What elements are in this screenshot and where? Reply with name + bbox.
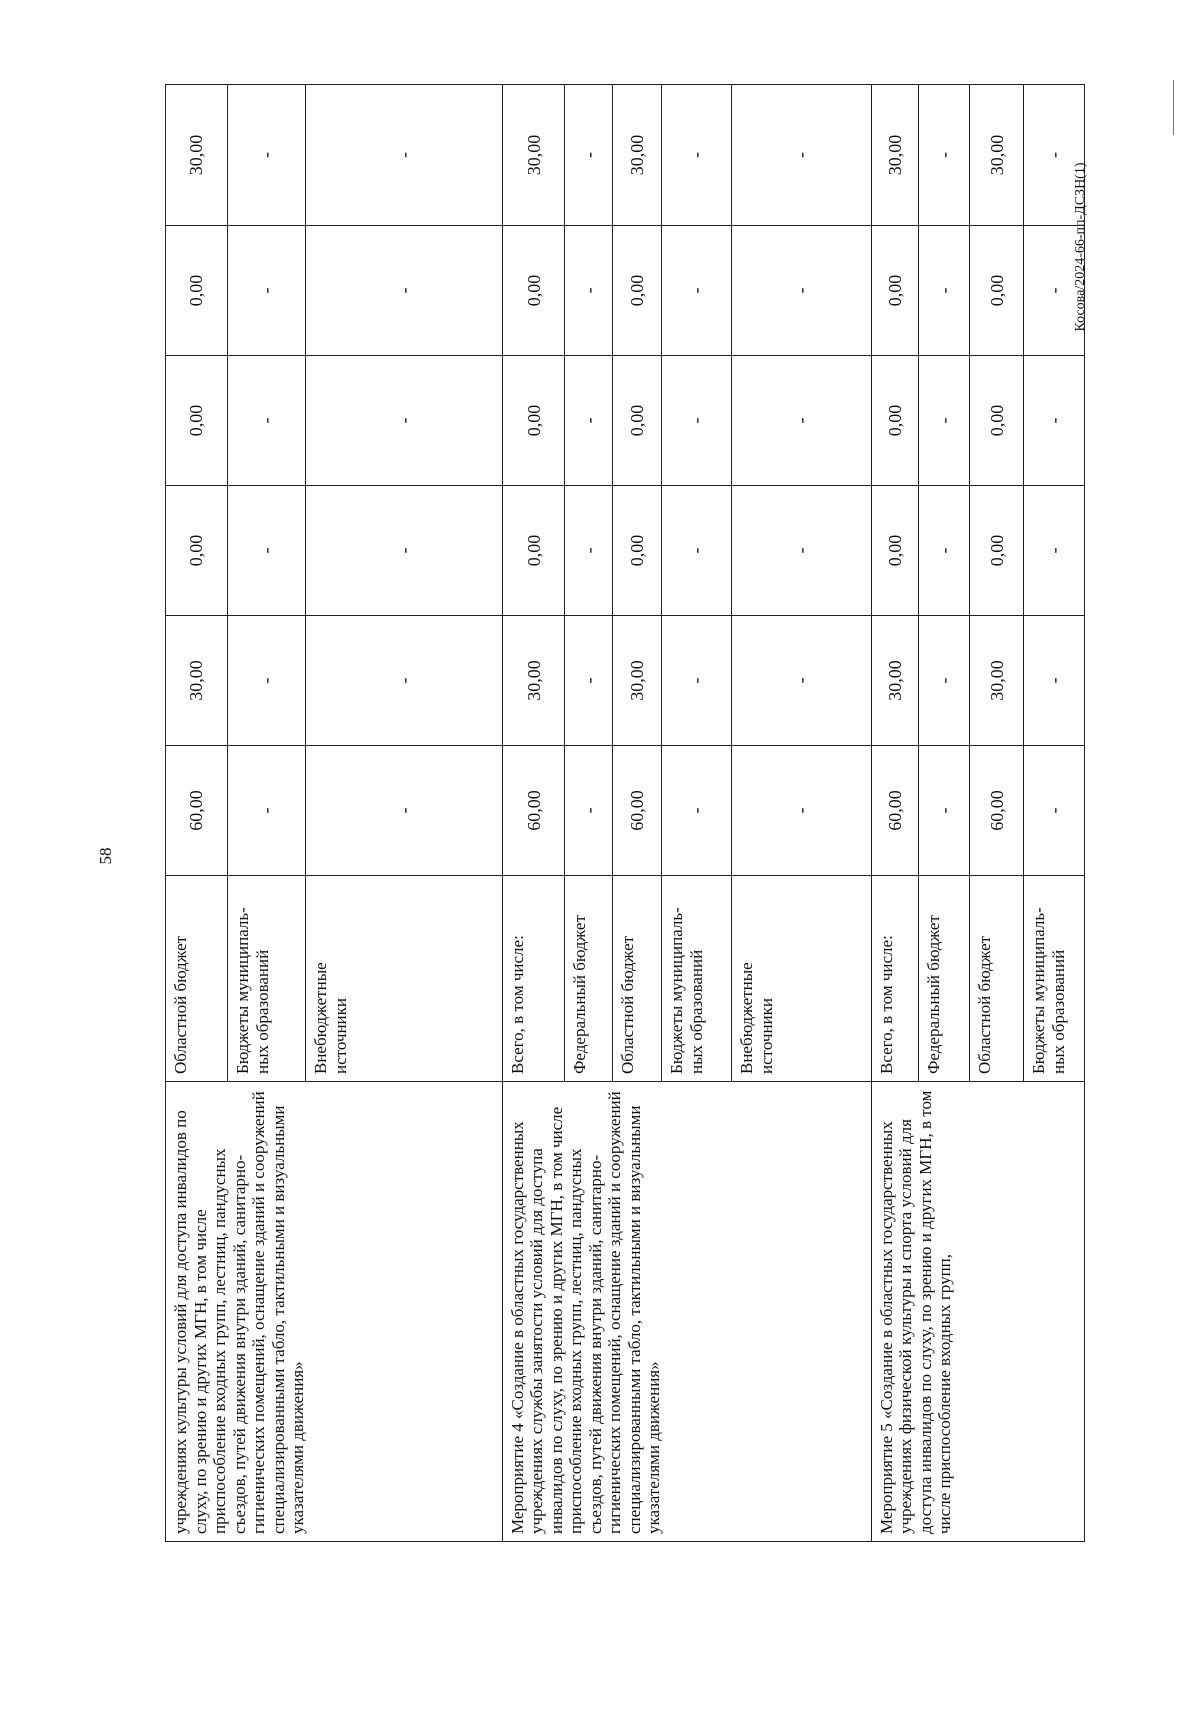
amount-cell: - xyxy=(732,356,872,486)
amount-cell: 0,00 xyxy=(871,486,919,616)
funding-source-cell: Бюджеты муниципаль-ных образований xyxy=(227,876,305,1082)
amount-cell: 0,00 xyxy=(502,356,565,486)
amount-cell: 60,00 xyxy=(613,746,662,876)
funding-source-cell: Бюджеты муниципаль-ных образований xyxy=(661,876,731,1082)
event-description-cell: Мероприятие 5 «Создание в областных государственных учреждениях физической культуры и спорта условий для доступа инвалидов по слуху, по зрению и других МГН, в том числе приспособление входных групп, xyxy=(871,1082,1084,1542)
amount-cell: 60,00 xyxy=(871,746,919,876)
amount-cell: - xyxy=(661,486,731,616)
amount-cell: 0,00 xyxy=(871,226,919,356)
amount-cell: 30,00 xyxy=(166,85,228,226)
table-row xyxy=(166,85,228,1542)
amount-cell: - xyxy=(227,746,305,876)
event-description-cell: Мероприятие 4 «Создание в областных государственных учреждениях службы занятости условий для доступа инвалидов по слуху, по зрению и других МГН, в том числе приспособление входных групп, лестниц, пандусных съездов, путей движения внутри зданий, санитарно-гигиенических помещений, оснащение зданий и сооружений специализированными табло, тактильными и визуальными указателями движения» xyxy=(502,1082,871,1542)
amount-cell: - xyxy=(1024,616,1085,746)
amount-cell: - xyxy=(919,746,970,876)
amount-cell: - xyxy=(1024,746,1085,876)
amount-cell: - xyxy=(661,356,731,486)
amount-cell: - xyxy=(565,616,613,746)
amount-cell: 0,00 xyxy=(613,486,662,616)
amount-cell: - xyxy=(227,616,305,746)
amount-cell: - xyxy=(227,356,305,486)
amount-cell: - xyxy=(919,226,970,356)
funding-source-cell: Всего, в том числе: xyxy=(871,876,919,1082)
funding-source-cell: Бюджеты муниципаль-ных образований xyxy=(1024,876,1085,1082)
funding-source-cell: Областной бюджет xyxy=(613,876,662,1082)
amount-cell: - xyxy=(732,486,872,616)
amount-cell: 0,00 xyxy=(613,356,662,486)
document-code: Косова/2024-66-пп-ДСЗН(1) xyxy=(1073,162,1088,332)
page-number: 58 xyxy=(96,847,115,865)
amount-cell: 0,00 xyxy=(166,226,228,356)
table-row xyxy=(871,85,919,1542)
amount-cell: - xyxy=(919,85,970,226)
amount-cell: 30,00 xyxy=(613,616,662,746)
amount-cell: 0,00 xyxy=(970,226,1024,356)
amount-cell: - xyxy=(305,746,502,876)
funding-source-cell: Федеральный бюджет xyxy=(565,876,613,1082)
amount-cell: - xyxy=(1024,486,1085,616)
amount-cell: 60,00 xyxy=(970,746,1024,876)
funding-source-cell: Областной бюджет xyxy=(970,876,1024,1082)
amount-cell: - xyxy=(565,486,613,616)
amount-cell: 0,00 xyxy=(166,486,228,616)
amount-cell: 30,00 xyxy=(502,85,565,226)
amount-cell: 30,00 xyxy=(871,85,919,226)
amount-cell: - xyxy=(919,356,970,486)
amount-cell: 30,00 xyxy=(166,616,228,746)
amount-cell: - xyxy=(227,85,305,226)
amount-cell: 0,00 xyxy=(502,486,565,616)
amount-cell: - xyxy=(732,85,872,226)
amount-cell: 0,00 xyxy=(970,486,1024,616)
amount-cell: - xyxy=(919,486,970,616)
amount-cell: 30,00 xyxy=(502,616,565,746)
amount-cell: - xyxy=(732,746,872,876)
amount-cell: 60,00 xyxy=(166,746,228,876)
amount-cell: - xyxy=(661,85,731,226)
amount-cell: - xyxy=(565,746,613,876)
amount-cell: - xyxy=(1024,226,1085,356)
amount-cell: - xyxy=(1024,356,1085,486)
amount-cell: - xyxy=(1024,85,1085,226)
amount-cell: - xyxy=(565,356,613,486)
amount-cell: - xyxy=(919,616,970,746)
amount-cell: - xyxy=(305,486,502,616)
amount-cell: - xyxy=(565,226,613,356)
amount-cell: 30,00 xyxy=(970,616,1024,746)
funding-source-cell: Внебюджетные источники xyxy=(305,876,502,1082)
amount-cell: 0,00 xyxy=(166,356,228,486)
amount-cell: - xyxy=(305,356,502,486)
budget-table xyxy=(165,84,1085,1542)
table-row xyxy=(502,85,565,1542)
funding-source-cell: Всего, в том числе: xyxy=(502,876,565,1082)
rotated-table-container xyxy=(165,85,1085,1542)
amount-cell: - xyxy=(227,486,305,616)
amount-cell: - xyxy=(305,616,502,746)
amount-cell: - xyxy=(661,746,731,876)
amount-cell: 0,00 xyxy=(502,226,565,356)
amount-cell: - xyxy=(661,226,731,356)
funding-source-cell: Внебюджетные источники xyxy=(732,876,872,1082)
amount-cell: - xyxy=(305,85,502,226)
amount-cell: - xyxy=(661,616,731,746)
amount-cell: - xyxy=(565,85,613,226)
amount-cell: 30,00 xyxy=(871,616,919,746)
amount-cell: - xyxy=(732,226,872,356)
amount-cell: - xyxy=(305,226,502,356)
amount-cell: - xyxy=(227,226,305,356)
funding-source-cell: Федеральный бюджет xyxy=(919,876,970,1082)
amount-cell: - xyxy=(732,616,872,746)
amount-cell: 60,00 xyxy=(502,746,565,876)
footer-divider xyxy=(1173,80,1174,135)
event-description-cell: учреждениях культуры условий для доступа инвалидов по слуху, по зрению и других МГН, в том числе приспособление входных групп, лестниц, пандусных съездов, путей движения внутри зданий, санитарно-гигиенических помещений, оснащение зданий и сооружений специализированными табло, тактильными и визуальными указателями движения» xyxy=(166,1082,503,1542)
amount-cell: 0,00 xyxy=(871,356,919,486)
amount-cell: 0,00 xyxy=(613,226,662,356)
amount-cell: 30,00 xyxy=(613,85,662,226)
amount-cell: 0,00 xyxy=(970,356,1024,486)
amount-cell: 30,00 xyxy=(970,85,1024,226)
funding-source-cell: Областной бюджет xyxy=(166,876,228,1082)
